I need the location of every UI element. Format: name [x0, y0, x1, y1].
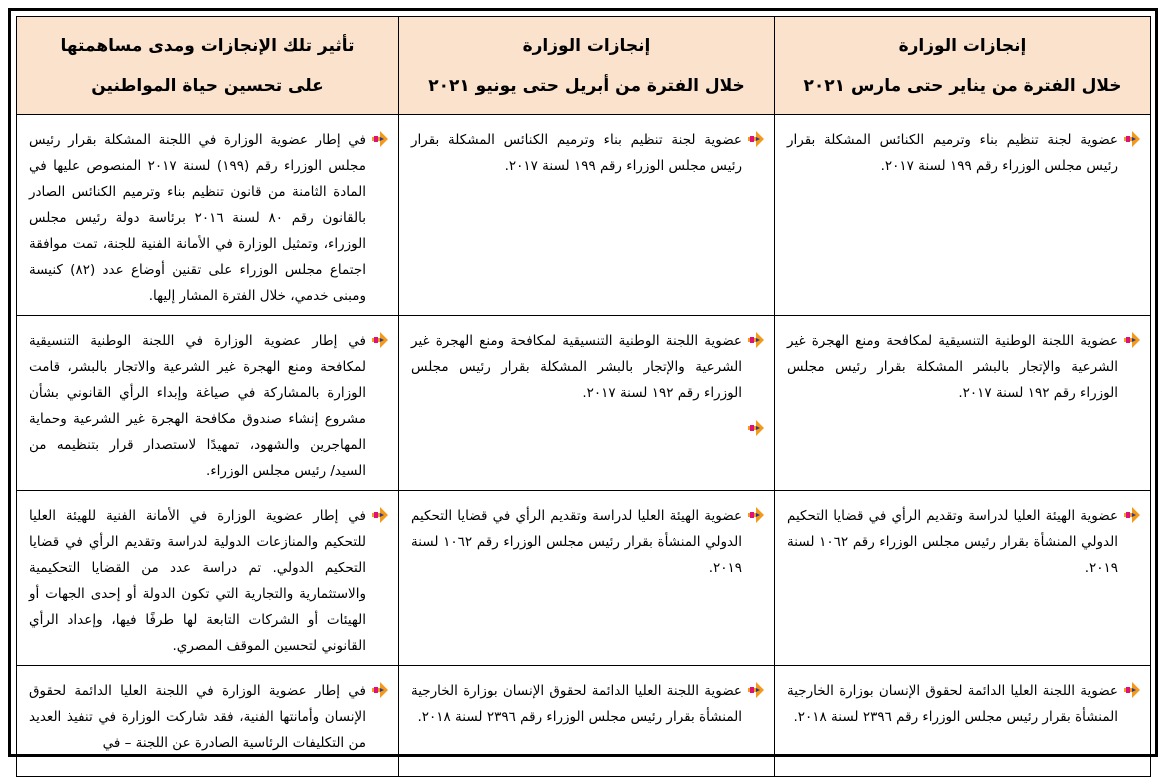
list-item [787, 503, 1140, 581]
achievement-text: عضوية لجنة تنظيم بناء وترميم الكنائس المشكلة بقرار رئيس مجلس الوزراء رقم ١٩٩ لسنة ٢٠١٧. [787, 132, 1118, 174]
arrow-bullet-icon [1124, 506, 1140, 524]
cell-jan-mar [775, 115, 1151, 316]
arrow-bullet-icon [1124, 681, 1140, 699]
cell-apr-jun [399, 115, 775, 316]
list-item [411, 328, 764, 406]
list-item [29, 328, 388, 484]
arrow-bullet-icon [748, 419, 764, 437]
header-impact [17, 17, 399, 115]
arrow-bullet-icon [372, 331, 388, 349]
achievement-text: عضوية الهيئة العليا لدراسة وتقديم الرأي في قضايا التحكيم الدولي المنشأة بقرار رئيس مجلس الوزراء رقم ١٠٦٢ لسنة ٢٠١٩. [787, 508, 1118, 576]
cell-apr-jun [399, 491, 775, 666]
list-item [411, 127, 764, 179]
arrow-bullet-icon [748, 331, 764, 349]
cell-jan-mar [775, 491, 1151, 666]
header-apr-jun [399, 17, 775, 115]
achievement-text: عضوية اللجنة العليا الدائمة لحقوق الإنسان بوزارة الخارجية المنشأة بقرار رئيس مجلس الوزراء رقم ٢٣٩٦ لسنة ٢٠١٨. [411, 683, 742, 725]
list-item [29, 678, 388, 756]
impact-text: في إطار عضوية الوزارة في اللجنة المشكلة بقرار رئيس مجلس الوزراء رقم (١٩٩) لسنة ٢٠١٧ المنصوص عليها في المادة الثامنة من قانون تنظيم بناء وترميم الكنائس الصادر بالقانون رقم ٨٠ لسنة ٢٠١٦ برئاسة دولة رئيس مجلس الوزراء، وتمثيل الوزارة في الأمانة الفنية للجنة، تمت موافقة اجتماع مجلس الوزراء على تقنين أوضاع عدد (٨٢) كنيسة ومبنى خدمي، خلال الفترة المشار إليها. [29, 132, 366, 304]
arrow-bullet-icon [372, 506, 388, 524]
cell-impact [17, 316, 399, 491]
impact-text: في إطار عضوية الوزارة في اللجنة العليا الدائمة لحقوق الإنسان وأمانتها الفنية، فقد شاركت الوزارة في تنفيذ العديد من التكليفات الرئاسية الصادرة عن اللجنة – في [29, 683, 366, 751]
header-title: تأثير تلك الإنجازات ومدى مساهمتها [60, 35, 355, 56]
list-item [411, 503, 764, 581]
cell-impact [17, 491, 399, 666]
arrow-bullet-icon [1124, 130, 1140, 148]
list-item [787, 127, 1140, 179]
list-item [29, 127, 388, 309]
cell-jan-mar [775, 666, 1151, 777]
arrow-bullet-icon [748, 130, 764, 148]
impact-text: في إطار عضوية الوزارة في الأمانة الفنية للهيئة العليا للتحكيم والمنازعات الدولية لدراسة وتقديم الرأي في قضايا التحكيم الدولي. تم دراسة عدد من القضايا التحكيمية والاستثمارية والتجارية التي تكون الدولة أو إحدى الجهات أو الهيئات أو الشركات التابعة لها طرفًا فيها، وإعداد الرأي القانوني لتحسين الموقف المصري. [29, 508, 366, 654]
header-subtitle: على تحسين حياة المواطنين [91, 75, 324, 96]
arrow-bullet-icon [748, 681, 764, 699]
impact-text: في إطار عضوية الوزارة في اللجنة الوطنية التنسيقية لمكافحة ومنع الهجرة غير الشرعية والاتجار بالبشر، قامت الوزارة بالمشاركة في صياغة وإبداء الرأي القانوني بشأن مشروع إنشاء صندوق مكافحة الهجرة غير الشرعية وحماية المهاجرين والشهود، تمهيدًا لاستصدار قرار بتنظيمه من السيد/ رئيس مجلس الوزراء. [29, 333, 366, 479]
empty-list-item [411, 416, 764, 437]
arrow-bullet-icon [748, 506, 764, 524]
list-item [787, 328, 1140, 406]
table-row [17, 115, 1151, 316]
header-row [17, 17, 1151, 115]
achievement-text: عضوية لجنة تنظيم بناء وترميم الكنائس المشكلة بقرار رئيس مجلس الوزراء رقم ١٩٩ لسنة ٢٠١٧. [411, 132, 742, 174]
header-jan-mar [775, 17, 1151, 115]
achievements-table [16, 16, 1151, 777]
cell-impact [17, 666, 399, 777]
table-row [17, 491, 1151, 666]
achievement-text: عضوية اللجنة الوطنية التنسيقية لمكافحة ومنع الهجرة غير الشرعية والإتجار بالبشر المشكلة بقرار رئيس مجلس الوزراء رقم ١٩٢ لسنة ٢٠١٧. [411, 333, 742, 401]
page-frame [8, 8, 1158, 757]
cell-impact [17, 115, 399, 316]
header-title: إنجازات الوزارة [522, 35, 651, 56]
header-period: خلال الفترة من يناير حتى مارس ٢٠٢١ [803, 75, 1122, 96]
header-period: خلال الفترة من أبريل حتى يونيو ٢٠٢١ [428, 75, 745, 96]
achievement-text: عضوية اللجنة العليا الدائمة لحقوق الإنسان بوزارة الخارجية المنشأة بقرار رئيس مجلس الوزراء رقم ٢٣٩٦ لسنة ٢٠١٨. [787, 683, 1118, 725]
cell-apr-jun [399, 316, 775, 491]
header-title: إنجازات الوزارة [898, 35, 1027, 56]
achievement-text: عضوية اللجنة الوطنية التنسيقية لمكافحة ومنع الهجرة غير الشرعية والإتجار بالبشر المشكلة بقرار رئيس مجلس الوزراء رقم ١٩٢ لسنة ٢٠١٧. [787, 333, 1118, 401]
arrow-bullet-icon [372, 130, 388, 148]
achievement-text: عضوية الهيئة العليا لدراسة وتقديم الرأي في قضايا التحكيم الدولي المنشأة بقرار رئيس مجلس الوزراء رقم ١٠٦٢ لسنة ٢٠١٩. [411, 508, 742, 576]
arrow-bullet-icon [372, 681, 388, 699]
list-item [787, 678, 1140, 730]
cell-apr-jun [399, 666, 775, 777]
arrow-bullet-icon [1124, 331, 1140, 349]
list-item [411, 678, 764, 730]
cell-jan-mar [775, 316, 1151, 491]
table-row [17, 666, 1151, 777]
list-item [29, 503, 388, 659]
table-row [17, 316, 1151, 491]
